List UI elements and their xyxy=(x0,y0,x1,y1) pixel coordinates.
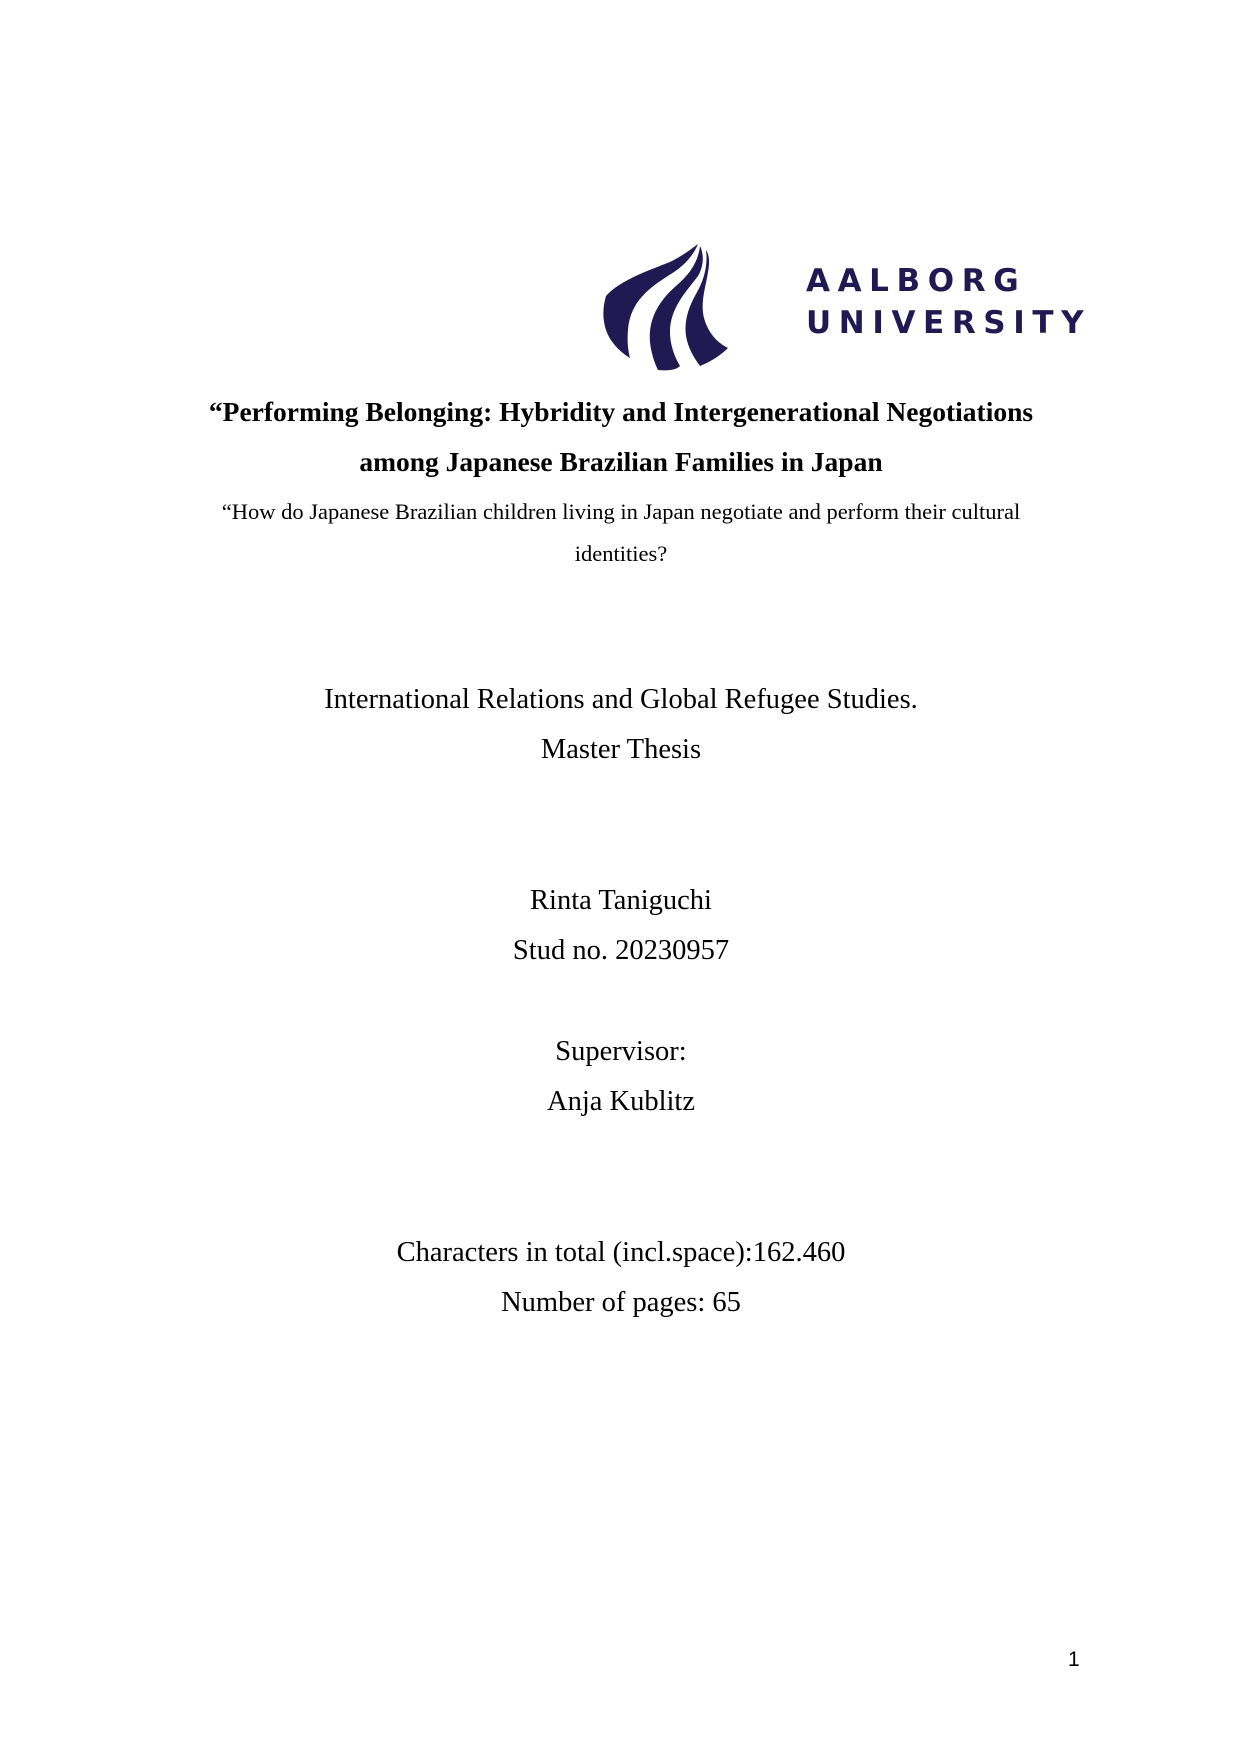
supervisor-name: Anja Kublitz xyxy=(546,1086,695,1117)
thesis-title-line-1: “Performing Belonging: Hybridity and Intergenerational Negotiations xyxy=(208,396,1034,427)
character-count: Characters in total (incl.space):162.460 xyxy=(396,1237,846,1268)
page-count: Number of pages: 65 xyxy=(501,1287,741,1318)
student-number: Stud no. 20230957 xyxy=(512,935,730,966)
wordmark-line-2: UNIVERSITY xyxy=(806,305,1092,341)
author-name: Rinta Taniguchi xyxy=(530,885,712,916)
thesis-title-line-2: among Japanese Brazilian Families in Japan xyxy=(359,446,883,477)
research-question-line-1: “How do Japanese Brazilian children living in Japan negotiate and perform their cultural xyxy=(221,499,1021,524)
aalborg-wave-logo-icon xyxy=(600,244,730,372)
university-wordmark xyxy=(806,260,1091,344)
university-logo xyxy=(600,244,1092,374)
research-question-line-2: identities? xyxy=(574,541,668,566)
programme-name: International Relations and Global Refugee Studies. xyxy=(324,684,918,715)
wordmark-line-1: AALBORG xyxy=(806,263,1027,299)
page-number: 1 xyxy=(1068,1648,1080,1671)
thesis-type: Master Thesis xyxy=(540,734,702,765)
supervisor-label: Supervisor: xyxy=(555,1036,687,1067)
